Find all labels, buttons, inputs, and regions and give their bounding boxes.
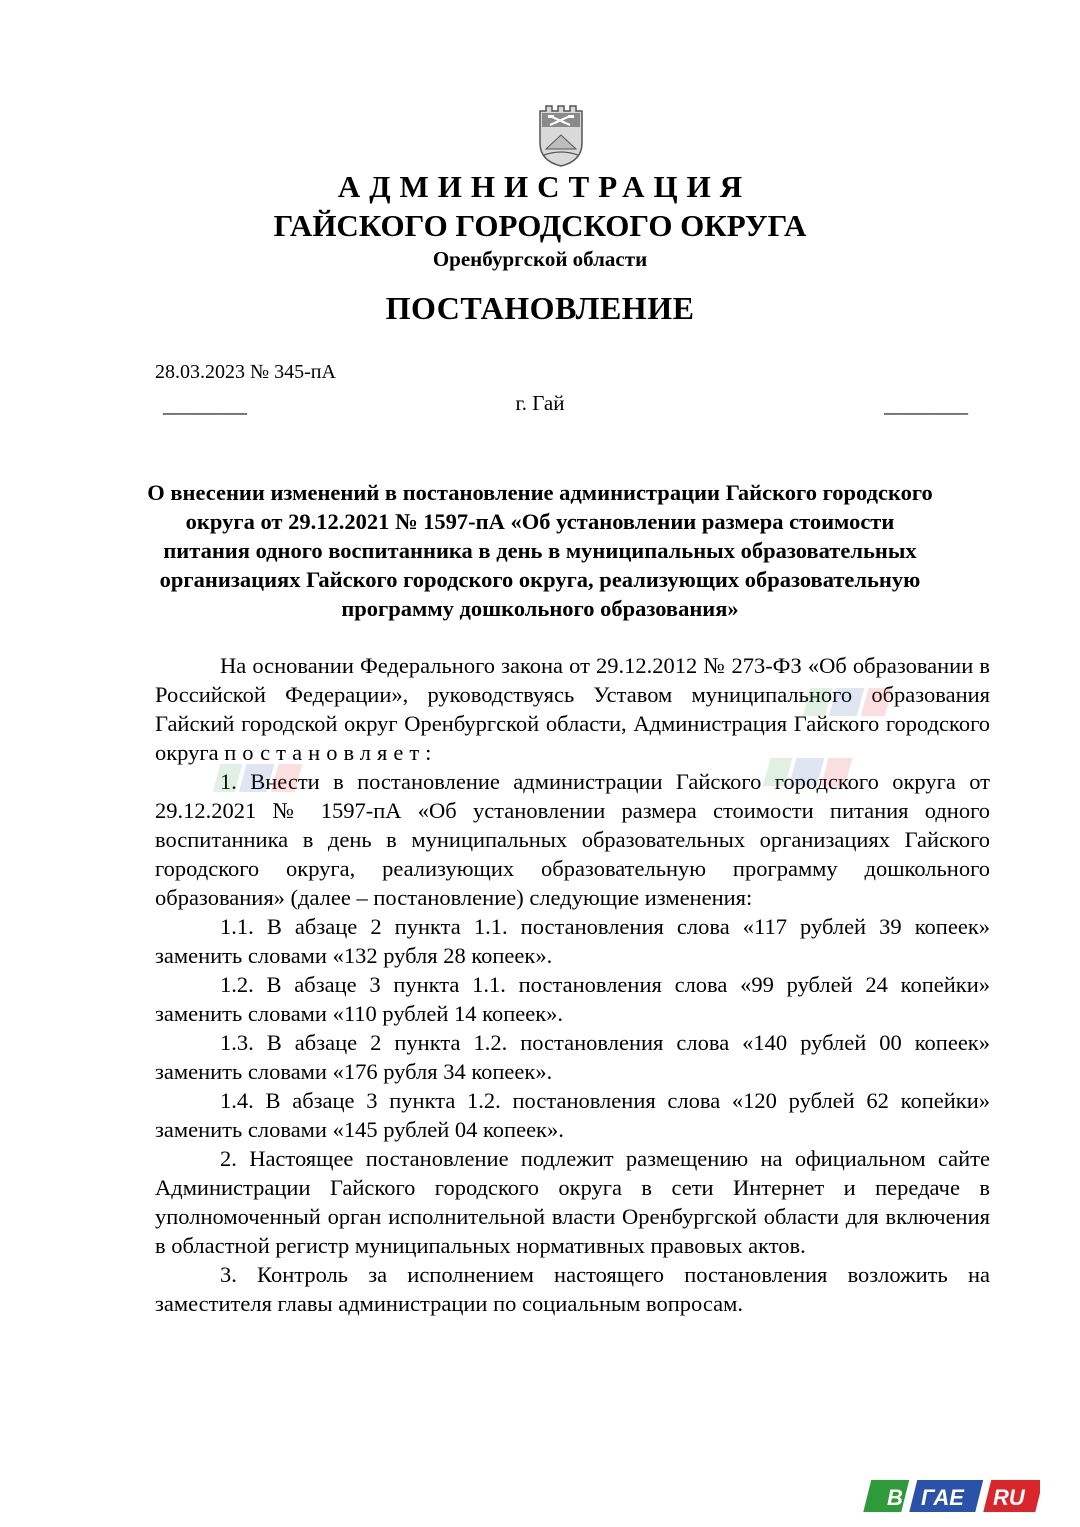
paragraph-1-4: 1.4. В абзаце 3 пункта 1.2. постановления слова «120 рублей 62 копейки» заменить словами «145 рублей 04 копеек». [155, 1088, 990, 1142]
document-title: О внесении изменений в постановление администрации Гайского городского округа от 29.12.2021 № 1597-пА «Об установлении размера стоимости питания одного воспитанника в день в муниципальных образовательных организациях Гайского городского округа, реализующих образовательную программу дошкольного образования» [147, 480, 933, 621]
document-type-heading: ПОСТАНОВЛЕНИЕ [385, 290, 695, 326]
coat-of-arms-icon [536, 103, 586, 167]
logo-text-1: В [887, 1485, 903, 1510]
paragraph-1-2: 1.2. В абзаце 3 пункта 1.1. постановления слова «99 рублей 24 копейки» заменить словами «110 рублей 14 копеек». [155, 972, 990, 1026]
paragraph-1: 1. Внести в постановление администрации Гайского городского округа от 29.12.2021 № 1597-пА «Об установлении размера стоимости питания одного воспитанника в день в муниципальных образовательных организациях Гайского городского округа, реализующих образовательную программу дошкольного образования» (далее – постановление) следующие изменения: [155, 769, 990, 910]
admin-heading: АДМИНИСТРАЦИЯ [337, 169, 752, 204]
blank-line-right: ________ [884, 393, 968, 417]
paragraph-intro [155, 651, 990, 767]
intro-text: На основании Федерального закона от 29.12.2012 № 273-ФЗ «Об образовании в Российской Федерации», руководствуясь Уставом муниципального образования Гайский городской округ Оренбургской области, Администрация Гайского городского округа [155, 653, 990, 765]
logo-text-3: RU [993, 1485, 1025, 1510]
region-subheading: Оренбургской области [432, 247, 648, 271]
city-name: г. Гай [515, 391, 565, 415]
paragraph-2: 2. Настоящее постановление подлежит размещению на официальном сайте Администрации Гайского городского округа в сети Интернет и передаче в уполномоченный орган исполнительной власти Оренбургской области для включения в областной регистр муниципальных нормативных правовых актов. [155, 1146, 990, 1258]
paragraph-3: 3. Контроль за исполнением настоящего постановления возложить на заместителя главы администрации по социальным вопросам. [155, 1262, 990, 1316]
logo-text-2: ГАЕ [921, 1485, 964, 1510]
okrug-heading: ГАЙСКОГО ГОРОДСКОГО ОКРУГА [273, 208, 807, 243]
blank-line-left: ________ [163, 393, 247, 417]
date-number: 28.03.2023 № 345-пА [155, 361, 336, 383]
document-body [155, 651, 990, 1318]
resolves-word: постановляет: [224, 740, 438, 765]
paragraph-1-3: 1.3. В абзаце 2 пункта 1.2. постановления слова «140 рублей 00 копеек» заменить словами «176 рубля 34 копеек». [155, 1030, 990, 1084]
paragraph-1-1: 1.1. В абзаце 2 пункта 1.1. постановления слова «117 рублей 39 копеек» заменить словами «132 рубля 28 копеек». [155, 914, 990, 968]
site-logo[interactable] [860, 1477, 1040, 1515]
